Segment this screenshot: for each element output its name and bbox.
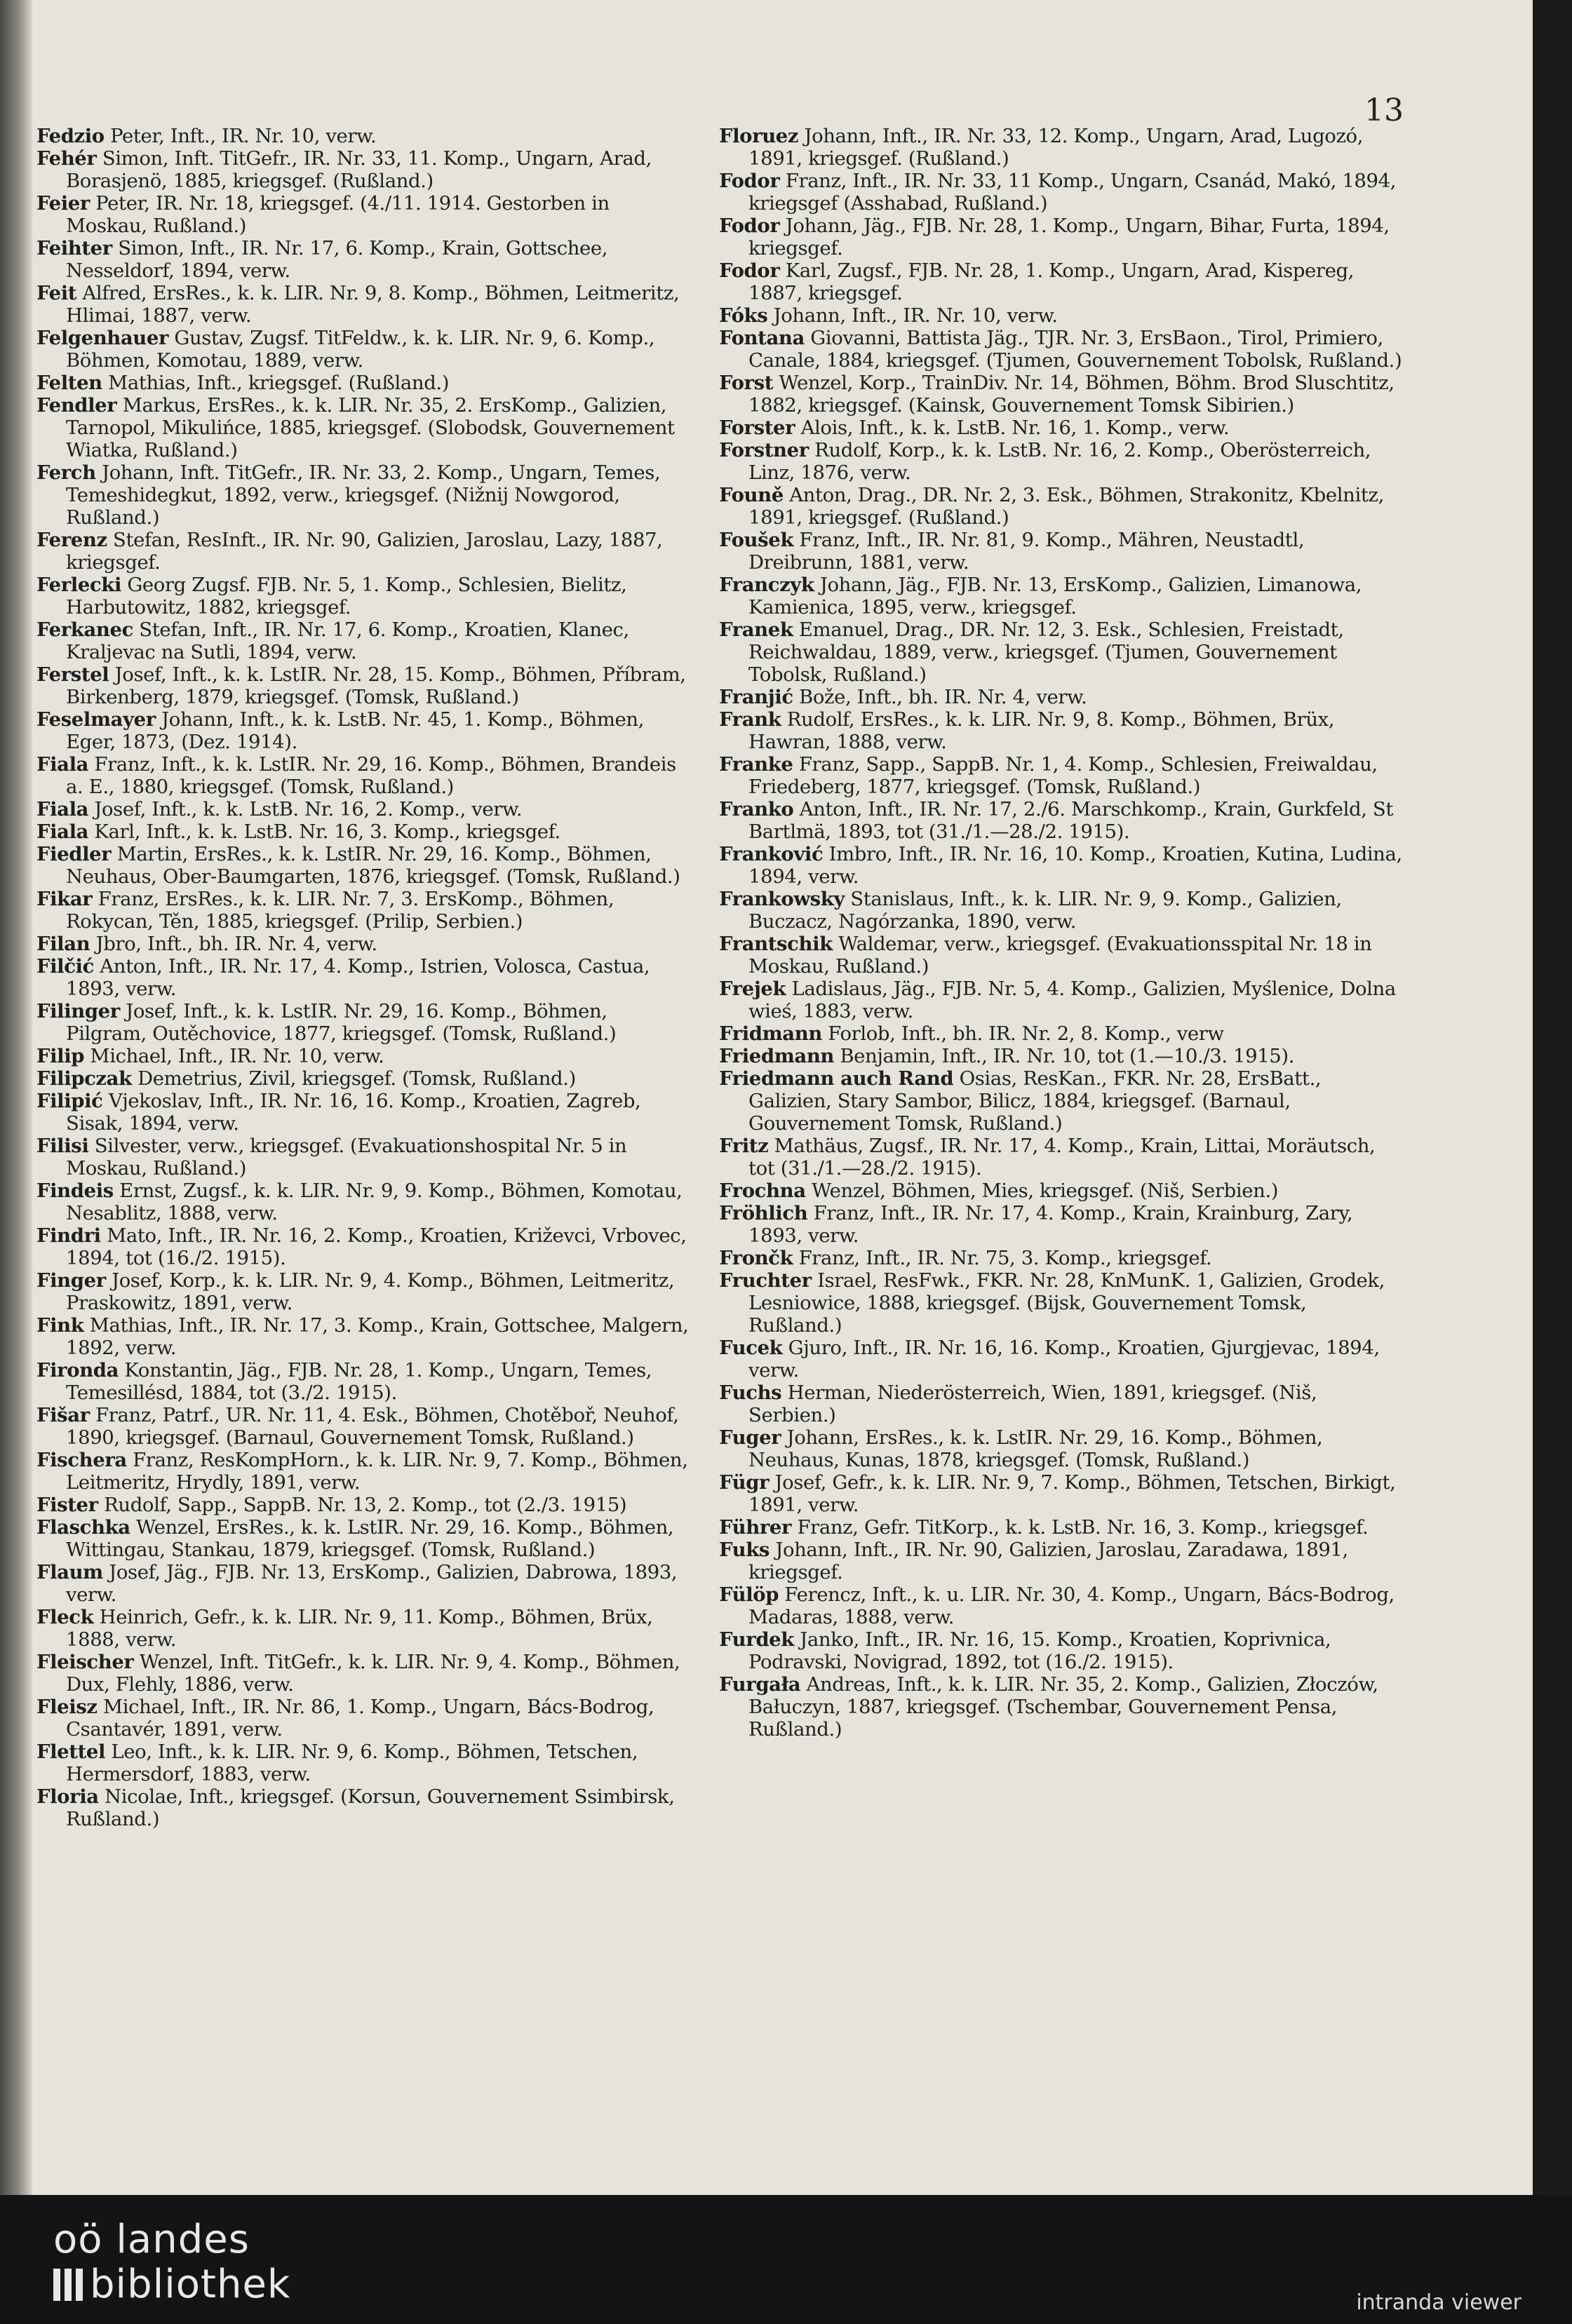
register-entry [719,1269,1403,1337]
entry-details: Georg Zugsf. FJB. Nr. 5, 1. Komp., Schlesien, Bielitz, Harbutowitz, 1882, kriegsgef. [66,574,627,619]
register-entry [719,1045,1403,1067]
entry-details: Franz, Patrf., UR. Nr. 11, 4. Esk., Böhmen, Chotěboř, Neuhof, 1890, kriegsgef. (Barnaul, Gouvernement Tomsk, Rußland.) [66,1404,679,1449]
entry-surname: Fucek [719,1337,783,1359]
register-entry [36,574,689,619]
entry-details: Janko, Inft., IR. Nr. 16, 15. Komp., Kroatien, Koprivnica, Podravski, Novigrad, 1892, tot (16./2. 1915). [748,1628,1331,1673]
register-entry [719,1381,1403,1426]
register-entry [719,1180,1403,1202]
entry-details: Johann, ErsRes., k. k. LstIR. Nr. 29, 16. Komp., Böhmen, Neuhaus, Kunas, 1878, kriegsgef. (Tomsk, Rußland.) [748,1426,1323,1471]
entry-details: Franz, Inft., k. k. LstIR. Nr. 29, 16. Komp., Böhmen, Brandeis a. E., 1880, kriegsgef. (Tomsk, Rußland.) [66,753,676,798]
entry-surname: Feselmayer [36,708,156,731]
entry-surname: Furdek [719,1628,794,1651]
register-entry [719,125,1403,170]
entry-details: Emanuel, Drag., DR. Nr. 12, 3. Esk., Schlesien, Freistadt, Reichwaldau, 1889, verw., kriegsgef. (Tjumen, Gouvernement Tobolsk, Rußland.) [748,619,1344,686]
register-entry [36,1269,689,1314]
entry-details: Ernst, Zugsf., k. k. LIR. Nr. 9, 9. Komp., Böhmen, Komotau, Nesablitz, 1888, verw. [66,1180,683,1224]
register-entry [719,439,1403,484]
entry-surname: Franko [719,798,794,820]
entry-surname: Fülöp [719,1583,779,1606]
register-entry [36,125,689,147]
entry-surname: Frončk [719,1247,793,1269]
entry-surname: Filipczak [36,1067,132,1090]
entry-surname: Frantschik [719,933,833,955]
entry-details: Michael, Inft., IR. Nr. 86, 1. Komp., Ungarn, Bács-Bodrog, Csantavér, 1891, verw. [66,1696,654,1741]
register-entry [36,1561,689,1606]
register-entry [719,708,1403,753]
entry-details: Mato, Inft., IR. Nr. 16, 2. Komp., Kroatien, Križevci, Vrbovec, 1894, tot (16./2. 1915). [66,1224,687,1269]
entry-details: Anton, Inft., IR. Nr. 17, 2./6. Marschkomp., Krain, Gurkfeld, St Bartlmä, 1893, tot (31./1.—28./2. 1915). [748,798,1394,843]
register-entry [36,1785,689,1830]
logo-text-line2-row [53,2262,290,2307]
entry-details: Karl, Inft., k. k. LstB. Nr. 16, 3. Komp., kriegsgef. [88,820,560,843]
entry-surname: Furgała [719,1673,801,1696]
entry-surname: Flaschka [36,1516,130,1539]
register-entry [719,1022,1403,1045]
entry-surname: Fritz [719,1135,769,1157]
entry-details: Nicolae, Inft., kriegsgef. (Korsun, Gouvernement Ssimbirsk, Rußland.) [66,1785,675,1830]
register-entry [719,170,1403,215]
logo-text-line2: bibliothek [90,2262,291,2307]
viewer-brand[interactable]: intranda viewer [1356,2290,1521,2315]
entry-details: Simon, Inft., IR. Nr. 17, 6. Komp., Krain, Gottschee, Nesseldorf, 1894, verw. [66,237,608,282]
entry-surname: Fodor [719,259,780,282]
logo-bars-icon [53,2269,83,2301]
entry-surname: Friedmann auch Rand [719,1067,954,1090]
register-entry [36,1651,689,1696]
entry-surname: Feit [36,282,77,304]
entry-details: Rudolf, Korp., k. k. LstB. Nr. 16, 2. Komp., Oberösterreich, Linz, 1876, verw. [748,439,1371,484]
entry-surname: Forstner [719,439,809,461]
register-entry [719,484,1403,529]
register-entry [719,574,1403,619]
register-entry [719,1539,1403,1583]
entry-surname: Fleck [36,1606,94,1628]
register-entry [36,147,689,192]
entry-details: Stanislaus, Inft., k. k. LIR. Nr. 9, 9. Komp., Galizien, Buczacz, Nagórzanka, 1890, verw. [748,888,1342,933]
entry-surname: Fodor [719,215,780,237]
entry-details: Franz, Inft., IR. Nr. 33, 11 Komp., Ungarn, Csanád, Makó, 1894, kriegsgef (Asshabad, Rußland.) [748,170,1397,215]
register-entry [719,1628,1403,1673]
entry-details: Peter, IR. Nr. 18, kriegsgef. (4./11. 1914. Gestorben in Moskau, Rußland.) [66,192,610,237]
entry-details: Johann, Jäg., FJB. Nr. 28, 1. Komp., Ungarn, Bihar, Furta, 1894, kriegsgef. [748,215,1390,259]
entry-surname: Fehér [36,147,97,170]
entry-surname: Felten [36,372,102,394]
entry-surname: Ferenz [36,529,107,551]
book-spine-shadow [0,0,32,2195]
entry-surname: Flaum [36,1561,103,1583]
register-entry [36,843,689,888]
entry-surname: Filip [36,1045,85,1067]
entry-details: Vjekoslav, Inft., IR. Nr. 16, 16. Komp., Kroatien, Zagreb, Sisak, 1894, verw. [66,1090,641,1135]
entry-surname: Fruchter [719,1269,812,1292]
entry-surname: Fóks [719,304,768,327]
register-entry [719,978,1403,1022]
register-entry [719,888,1403,933]
entry-surname: Findeis [36,1180,114,1202]
entry-details: Giovanni, Battista Jäg., TJR. Nr. 3, ErsBaon., Tirol, Primiero, Canale, 1884, kriegsgef. (Tjumen, Gouvernement Tobolsk, Rußland.) [748,327,1402,372]
register-entry [719,259,1403,304]
entry-details: Johann, Inft., IR. Nr. 90, Galizien, Jaroslau, Zaradawa, 1891, kriegsgef. [748,1539,1348,1583]
entry-surname: Floruez [719,125,799,147]
entry-surname: Filisi [36,1135,89,1157]
register-entry [36,1135,689,1180]
entry-surname: Finger [36,1269,106,1292]
register-entry [36,619,689,663]
entry-details: Silvester, verw., kriegsgef. (Evakuationshospital Nr. 5 in Moskau, Rußland.) [66,1135,627,1180]
entry-surname: Fedzio [36,125,105,147]
entry-surname: Founě [719,484,784,506]
entry-details: Bože, Inft., bh. IR. Nr. 4, verw. [793,686,1087,708]
entry-surname: Franczyk [719,574,814,596]
register-entry [36,1000,689,1045]
entry-details: Franz, ResKompHorn., k. k. LIR. Nr. 9, 7. Komp., Böhmen, Leitmeritz, Hrydly, 1891, verw. [66,1449,688,1494]
entry-surname: Findri [36,1224,101,1247]
entry-surname: Filipić [36,1090,103,1112]
entry-details: Stefan, Inft., IR. Nr. 17, 6. Komp., Kroatien, Klanec, Kraljevac na Sutli, 1894, verw. [66,619,629,663]
entry-details: Anton, Drag., DR. Nr. 2, 3. Esk., Böhmen, Strakonitz, Kbelnitz, 1891, kriegsgef. (Rußland.) [748,484,1384,529]
entry-details: Wenzel, ErsRes., k. k. LstIR. Nr. 29, 16. Komp., Böhmen, Wittingau, Stankau, 1879, kriegsgef. (Tomsk, Rußland.) [66,1516,674,1561]
entry-details: Wenzel, Inft. TitGefr., k. k. LIR. Nr. 9, 4. Komp., Böhmen, Dux, Flehly, 1886, verw. [66,1651,680,1696]
register-entry [719,215,1403,259]
entry-details: Demetrius, Zivil, kriegsgef. (Tomsk, Rußland.) [131,1067,576,1090]
entry-details: Peter, Inft., IR. Nr. 10, verw. [104,125,377,147]
entry-details: Johann, Inft. TitGefr., IR. Nr. 33, 2. Komp., Ungarn, Temes, Temeshidegkut, 1892, verw., kriegsgef. (Nižnij Nowgorod, Rußland.) [66,461,661,529]
entry-surname: Flettel [36,1741,106,1763]
register-entry [719,1583,1403,1628]
entry-details: Imbro, Inft., IR. Nr. 16, 10. Komp., Kroatien, Kutina, Ludina, 1894, verw. [748,843,1402,888]
register-entry [719,798,1403,843]
entry-surname: Frochna [719,1180,806,1202]
entry-details: Johann, Inft., IR. Nr. 10, verw. [767,304,1058,327]
register-entry [719,753,1403,798]
register-entry [36,955,689,1000]
entry-surname: Fuks [719,1539,770,1561]
entry-surname: Fink [36,1314,84,1337]
entry-surname: Feihter [36,237,112,259]
register-entry [719,1067,1403,1135]
entry-surname: Fügr [719,1471,770,1494]
register-entry [719,1135,1403,1180]
register-entry [719,619,1403,686]
entry-details: Anton, Inft., IR. Nr. 17, 4. Komp., Istrien, Volosca, Castua, 1893, verw. [66,955,650,1000]
entry-details: Ferencz, Inft., k. u. LIR. Nr. 30, 4. Komp., Ungarn, Bács-Bodrog, Madaras, 1888, verw. [748,1583,1395,1628]
entry-surname: Fuger [719,1426,781,1449]
entry-surname: Franković [719,843,824,865]
entry-details: Martin, ErsRes., k. k. LstIR. Nr. 29, 16. Komp., Böhmen, Neuhaus, Ober-Baumgarten, 1876, kriegsgef. (Tomsk, Rußland.) [66,843,680,888]
entry-details: Michael, Inft., IR. Nr. 10, verw. [84,1045,384,1067]
entry-details: Johann, Jäg., FJB. Nr. 13, ErsKomp., Galizien, Limanowa, Kamienica, 1895, verw., kriegsgef. [748,574,1362,619]
register-entry [36,1606,689,1651]
entry-details: Jbro, Inft., bh. IR. Nr. 4, verw. [90,933,377,955]
right-column [719,125,1403,1741]
entry-details: Josef, Jäg., FJB. Nr. 13, ErsKomp., Galizien, Dabrowa, 1893, verw. [66,1561,678,1606]
entry-details: Franz, Gefr. TitKorp., k. k. LstB. Nr. 16, 3. Komp., kriegsgef. [791,1516,1369,1539]
entry-details: Benjamin, Inft., IR. Nr. 10, tot (1.—10./3. 1915). [834,1045,1295,1067]
register-entry [36,1404,689,1449]
entry-details: Franz, Sapp., SappB. Nr. 1, 4. Komp., Schlesien, Freiwaldau, Friedeberg, 1877, kriegsgef. (Tomsk, Rußland.) [748,753,1378,798]
entry-details: Josef, Gefr., k. k. LIR. Nr. 9, 7. Komp., Böhmen, Tetschen, Birkigt, 1891, verw. [748,1471,1396,1516]
entry-details: Mathäus, Zugsf., IR. Nr. 17, 4. Komp., Krain, Littai, Moräutsch, tot (31./1.—28./2. 1915). [748,1135,1376,1180]
entry-surname: Fontana [719,327,805,349]
entry-surname: Frejek [719,978,786,1000]
entry-details: Stefan, ResInft., IR. Nr. 90, Galizien, Jaroslau, Lazy, 1887, kriegsgef. [66,529,663,574]
register-entry [36,372,689,394]
entry-details: Osias, ResKan., FKR. Nr. 28, ErsBatt., Galizien, Stary Sambor, Bilicz, 1884, kriegsgef. (Barnaul, Gouvernement Tomsk, Rußland.) [748,1067,1322,1135]
entry-surname: Forst [719,372,774,394]
register-entry [719,372,1403,417]
entry-details: Forlob, Inft., bh. IR. Nr. 2, 8. Komp., verw [821,1022,1224,1045]
register-entry [36,1090,689,1135]
register-entry [36,1516,689,1561]
entry-details: Waldemar, verw., kriegsgef. (Evakuationsspital Nr. 18 in Moskau, Rußland.) [748,933,1372,978]
register-entry [36,461,689,529]
register-entry [719,1516,1403,1539]
entry-surname: Felgenhauer [36,327,169,349]
register-entry [719,843,1403,888]
entry-details: Alfred, ErsRes., k. k. LIR. Nr. 9, 8. Komp., Böhmen, Leitmeritz, Hlimai, 1887, verw. [66,282,680,327]
entry-surname: Franjić [719,686,793,708]
register-entry [719,327,1403,372]
entry-surname: Fikar [36,888,93,910]
entry-surname: Friedmann [719,1045,835,1067]
entry-details: Franz, Inft., IR. Nr. 75, 3. Komp., kriegsgef. [793,1247,1212,1269]
entry-surname: Fiala [36,798,89,820]
entry-surname: Fodor [719,170,780,192]
entry-details: Rudolf, ErsRes., k. k. LIR. Nr. 9, 8. Komp., Böhmen, Brüx, Hawran, 1888, verw. [748,708,1335,753]
register-entry [36,282,689,327]
left-column [36,125,689,1830]
entry-surname: Ferkanec [36,619,133,641]
register-entry [36,1696,689,1741]
entry-surname: Forster [719,417,795,439]
entry-surname: Filinger [36,1000,120,1022]
register-entry [719,1426,1403,1471]
entry-details: Karl, Zugsf., FJB. Nr. 28, 1. Komp., Ungarn, Arad, Kispereg, 1887, kriegsgef. [748,259,1355,304]
entry-surname: Filčić [36,955,94,978]
entry-surname: Fischera [36,1449,127,1471]
entry-details: Franz, Inft., IR. Nr. 81, 9. Komp., Mähren, Neustadtl, Dreibrunn, 1881, verw. [748,529,1305,574]
entry-surname: Feier [36,192,90,215]
entry-details: Gustav, Zugsf. TitFeldw., k. k. LIR. Nr. 9, 6. Komp., Böhmen, Komotau, 1889, verw. [66,327,655,372]
register-entry [36,192,689,237]
entry-details: Ladislaus, Jäg., FJB. Nr. 5, 4. Komp., Galizien, Myślenice, Dolna wieś, 1883, verw. [748,978,1396,1022]
entry-surname: Frankowsky [719,888,845,910]
entry-details: Simon, Inft. TitGefr., IR. Nr. 33, 11. Komp., Ungarn, Arad, Borasjenö, 1885, kriegsgef. (Rußland.) [66,147,652,192]
entry-surname: Fiala [36,820,89,843]
register-entry [36,1224,689,1269]
register-entry [36,1741,689,1785]
entry-details: Wenzel, Korp., TrainDiv. Nr. 14, Böhmen, Böhm. Brod Sluschtitz, 1882, kriegsgef. (Kainsk, Gouvernement Tomsk Sibirien.) [748,372,1395,417]
register-entry [36,529,689,574]
entry-surname: Fridmann [719,1022,822,1045]
entry-details: Mathias, Inft., kriegsgef. (Rußland.) [102,372,450,394]
entry-details: Konstantin, Jäg., FJB. Nr. 28, 1. Komp., Ungarn, Temes, Temesillésd, 1884, tot (3./2. 1915). [66,1359,652,1404]
entry-surname: Fironda [36,1359,119,1381]
library-logo[interactable] [53,2217,290,2307]
entry-details: Johann, Inft., IR. Nr. 33, 12. Komp., Ungarn, Arad, Lugozó, 1891, kriegsgef. (Rußland.) [748,125,1364,170]
register-entry [36,663,689,708]
register-entry [36,753,689,798]
register-entry [719,1337,1403,1381]
entry-surname: Fišar [36,1404,90,1426]
logo-text-line1: oö landes [53,2217,250,2262]
entry-surname: Fendler [36,394,117,417]
register-entry [719,1202,1403,1247]
register-entry [719,417,1403,439]
register-entry [36,1494,689,1516]
register-entry [36,1045,689,1067]
entry-surname: Fiedler [36,843,112,865]
register-entry [36,820,689,843]
register-entry [719,1471,1403,1516]
register-entry [36,394,689,461]
entry-surname: Fleisz [36,1696,98,1718]
entry-details: Andreas, Inft., k. k. LIR. Nr. 35, 2. Komp., Galizien, Złoczów, Bałuczyn, 1887, kriegsgef. (Tschembar, Gouvernement Pensa, Rußland.) [748,1673,1378,1741]
entry-surname: Führer [719,1516,792,1539]
entry-surname: Fister [36,1494,98,1516]
entry-surname: Franek [719,619,793,641]
entry-surname: Fuchs [719,1381,782,1404]
entry-surname: Franke [719,753,793,776]
entry-details: Markus, ErsRes., k. k. LIR. Nr. 35, 2. ErsKomp., Galizien, Tarnopol, Mikulińce, 1885, kriegsgef. (Slobodsk, Gouvernement Wiatka, Rußland.) [66,394,675,461]
entry-details: Josef, Inft., k. k. LstIR. Nr. 28, 15. Komp., Böhmen, Příbram, Birkenberg, 1879, kriegsgef. (Tomsk, Rußland.) [66,663,686,708]
entry-details: Wenzel, Böhmen, Mies, kriegsgef. (Niš, Serbien.) [805,1180,1279,1202]
entry-details: Franz, Inft., IR. Nr. 17, 4. Komp., Krain, Krainburg, Zary, 1893, verw. [748,1202,1353,1247]
entry-details: Herman, Niederösterreich, Wien, 1891, kriegsgef. (Niš, Serbien.) [748,1381,1317,1426]
entry-surname: Foušek [719,529,793,551]
entry-surname: Fleischer [36,1651,134,1673]
register-entry [36,327,689,372]
register-entry [36,1359,689,1404]
entry-surname: Ferch [36,461,96,484]
entry-details: Josef, Korp., k. k. LIR. Nr. 9, 4. Komp., Böhmen, Leitmeritz, Praskowitz, 1891, verw. [66,1269,675,1314]
register-entry [36,1314,689,1359]
entry-surname: Frank [719,708,781,731]
register-entry [719,686,1403,708]
entry-surname: Fröhlich [719,1202,808,1224]
register-entry [36,1067,689,1090]
entry-details: Heinrich, Gefr., k. k. LIR. Nr. 9, 11. Komp., Böhmen, Brüx, 1888, verw. [66,1606,653,1651]
entry-details: Leo, Inft., k. k. LIR. Nr. 9, 6. Komp., Böhmen, Tetschen, Hermersdorf, 1883, verw. [66,1741,638,1785]
register-entry [719,304,1403,327]
entry-details: Gjuro, Inft., IR. Nr. 16, 16. Komp., Kroatien, Gjurgjevac, 1894, verw. [748,1337,1380,1381]
entry-details: Mathias, Inft., IR. Nr. 17, 3. Komp., Krain, Gottschee, Malgern, 1892, verw. [66,1314,689,1359]
register-entry [36,798,689,820]
entry-surname: Filan [36,933,90,955]
entry-details: Josef, Inft., k. k. LstIR. Nr. 29, 16. Komp., Böhmen, Pilgram, Outěchovice, 1877, kriegsgef. (Tomsk, Rußland.) [66,1000,617,1045]
entry-details: Rudolf, Sapp., SappB. Nr. 13, 2. Komp., tot (2./3. 1915) [98,1494,627,1516]
entry-details: Josef, Inft., k. k. LstB. Nr. 16, 2. Komp., verw. [88,798,523,820]
register-entry [719,1247,1403,1269]
register-entry [36,888,689,933]
entry-details: Johann, Inft., k. k. LstB. Nr. 45, 1. Komp., Böhmen, Eger, 1873, (Dez. 1914). [66,708,645,753]
register-entry [719,933,1403,978]
register-entry [36,708,689,753]
page-number: 13 [1364,93,1404,128]
register-entry [36,1449,689,1494]
entry-surname: Fiala [36,753,89,776]
register-entry [36,1180,689,1224]
entry-details: Alois, Inft., k. k. LstB. Nr. 16, 1. Komp., verw. [795,417,1230,439]
entry-details: Israel, ResFwk., FKR. Nr. 28, KnMunK. 1, Galizien, Grodek, Lesniowice, 1888, kriegsgef. (Bijsk, Gouvernement Tomsk, Rußland.) [748,1269,1385,1337]
register-entry [36,933,689,955]
entry-surname: Ferstel [36,663,109,686]
register-entry [719,1673,1403,1741]
register-entry [36,237,689,282]
register-entry [719,529,1403,574]
entry-details: Franz, ErsRes., k. k. LIR. Nr. 7, 3. ErsKomp., Böhmen, Rokycan, Těn, 1885, kriegsgef. (Prilip, Serbien.) [66,888,614,933]
entry-surname: Floria [36,1785,99,1808]
entry-surname: Ferlecki [36,574,121,596]
